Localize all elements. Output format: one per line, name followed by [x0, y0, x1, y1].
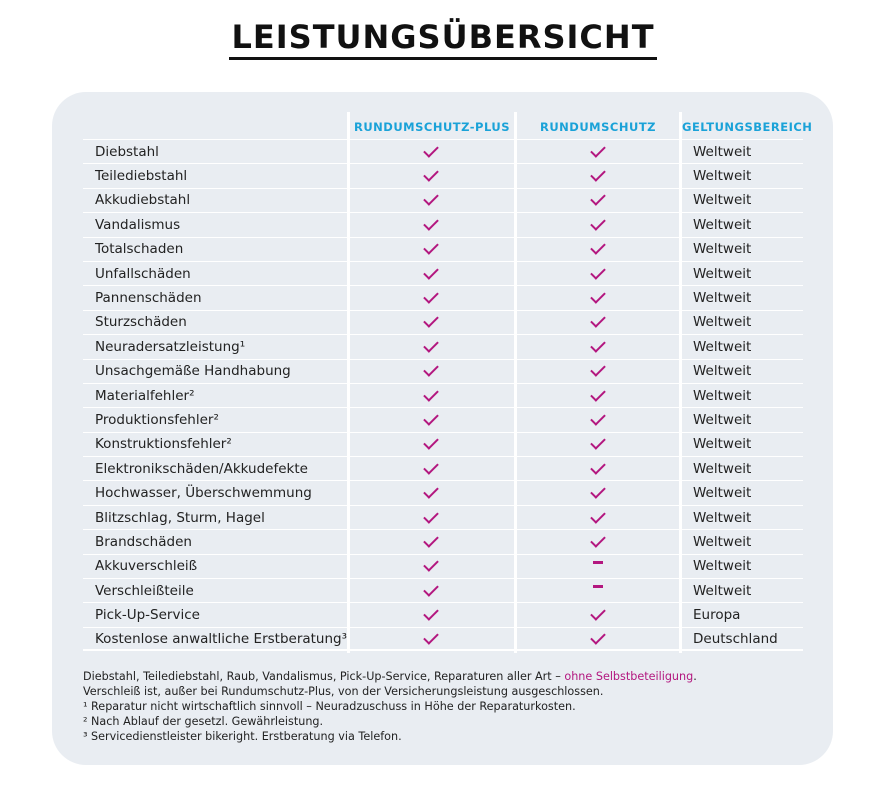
table-row — [83, 212, 803, 236]
cell-standard — [515, 481, 681, 504]
row-label: Diebstahl — [95, 143, 159, 160]
page-title-wrap — [0, 18, 886, 60]
checkmark-icon — [590, 435, 606, 451]
checkmark-icon — [590, 605, 606, 621]
table-row — [83, 237, 803, 261]
footnotes — [83, 669, 803, 744]
row-label: Hochwasser, Überschwemmung — [95, 485, 312, 502]
row-area: Weltweit — [693, 387, 752, 404]
table-row — [83, 285, 803, 309]
checkmark-icon — [423, 386, 439, 402]
cell-standard — [515, 555, 681, 578]
cell-standard — [515, 628, 681, 649]
cell-standard — [515, 238, 681, 261]
row-area: Weltweit — [693, 192, 752, 209]
checkmark-icon — [423, 483, 439, 499]
checkmark-icon — [423, 239, 439, 255]
row-area: Weltweit — [693, 363, 752, 380]
cell-standard — [515, 384, 681, 407]
row-label: Pick-Up-Service — [95, 607, 200, 624]
row-label: Blitzschlag, Sturm, Hagel — [95, 509, 265, 526]
checkmark-icon — [423, 337, 439, 353]
page-title: LEISTUNGSÜBERSICHT — [229, 18, 656, 60]
dash-icon — [593, 561, 603, 564]
cell-standard — [515, 506, 681, 529]
row-area: Weltweit — [693, 582, 752, 599]
cell-standard — [515, 262, 681, 285]
row-label: Unfallschäden — [95, 265, 191, 282]
row-label: Sturzschäden — [95, 314, 187, 331]
row-label: Elektronikschäden/Akkudefekte — [95, 460, 308, 477]
checkmark-icon — [423, 264, 439, 280]
cell-plus — [347, 628, 515, 649]
cell-standard — [515, 335, 681, 358]
table-row — [83, 261, 803, 285]
checkmark-icon — [590, 191, 606, 207]
cell-standard — [515, 189, 681, 212]
cell-standard — [515, 603, 681, 626]
table-row — [83, 554, 803, 578]
cell-plus — [347, 360, 515, 383]
checkmark-icon — [423, 166, 439, 182]
cell-plus — [347, 579, 515, 602]
checkmark-icon — [423, 605, 439, 621]
table-row — [83, 480, 803, 504]
row-label: Konstruktionsfehler² — [95, 436, 232, 453]
row-label: Akkuverschleiß — [95, 558, 198, 575]
cell-plus — [347, 384, 515, 407]
cell-plus — [347, 481, 515, 504]
cell-plus — [347, 262, 515, 285]
checkmark-icon — [590, 166, 606, 182]
checkmark-icon — [423, 191, 439, 207]
table-row — [83, 529, 803, 553]
cell-standard — [515, 213, 681, 236]
checkmark-icon — [590, 532, 606, 548]
row-area: Weltweit — [693, 143, 752, 160]
column-header-plus: RUNDUMSCHUTZ-PLUS — [353, 120, 511, 134]
checkmark-icon — [590, 239, 606, 255]
row-area: Weltweit — [693, 265, 752, 282]
checkmark-icon — [590, 508, 606, 524]
column-header-standard: RUNDUMSCHUTZ — [539, 120, 656, 134]
row-area: Weltweit — [693, 290, 752, 307]
row-label: Kostenlose anwaltliche Erstberatung³ — [95, 630, 348, 647]
row-area: Weltweit — [693, 485, 752, 502]
cell-plus — [347, 213, 515, 236]
cell-plus — [347, 433, 515, 456]
row-label: Totalschaden — [95, 241, 184, 258]
row-label: Neuradersatzleistung¹ — [95, 338, 246, 355]
cell-plus — [347, 164, 515, 187]
row-label: Brandschäden — [95, 533, 192, 550]
row-label: Akkudiebstahl — [95, 192, 191, 209]
row-label: Unsachgemäße Handhabung — [95, 363, 291, 380]
cell-standard — [515, 286, 681, 309]
footnote-line-1 — [83, 669, 803, 684]
table-row — [83, 407, 803, 431]
row-label: Vandalismus — [95, 216, 181, 233]
table-row — [83, 432, 803, 456]
table-row — [83, 359, 803, 383]
checkmark-icon — [423, 459, 439, 475]
footnote-text: Diebstahl, Teilediebstahl, Raub, Vandalismus, Pick-Up-Service, Reparaturen aller Art – — [83, 670, 565, 683]
footnote-line-3: ¹ Reparatur nicht wirtschaftlich sinnvoll – Neuradzuschuss in Höhe der Reparaturkosten. — [83, 700, 576, 713]
row-area: Deutschland — [693, 630, 778, 647]
table-row — [83, 163, 803, 187]
table-row — [83, 602, 803, 626]
table-row — [83, 139, 803, 163]
checkmark-icon — [590, 313, 606, 329]
row-area: Weltweit — [693, 558, 752, 575]
checkmark-icon — [590, 361, 606, 377]
footnote-line-4: ² Nach Ablauf der gesetzl. Gewährleistung. — [83, 715, 324, 728]
checkmark-icon — [590, 264, 606, 280]
cell-plus — [347, 140, 515, 163]
cell-standard — [515, 408, 681, 431]
table-row — [83, 188, 803, 212]
row-area: Weltweit — [693, 509, 752, 526]
footnote-end: . — [693, 670, 697, 683]
cell-standard — [515, 433, 681, 456]
checkmark-icon — [423, 313, 439, 329]
checkmark-icon — [423, 410, 439, 426]
table-row — [83, 578, 803, 602]
checkmark-icon — [423, 288, 439, 304]
checkmark-icon — [590, 410, 606, 426]
checkmark-icon — [590, 215, 606, 231]
checkmark-icon — [590, 629, 606, 645]
checkmark-icon — [423, 435, 439, 451]
row-area: Europa — [693, 607, 741, 624]
row-label: Pannenschäden — [95, 290, 202, 307]
table-row — [83, 310, 803, 334]
row-label: Produktionsfehler² — [95, 411, 219, 428]
cell-plus — [347, 335, 515, 358]
checkmark-icon — [590, 386, 606, 402]
table-row — [83, 627, 803, 651]
cell-standard — [515, 457, 681, 480]
row-area: Weltweit — [693, 436, 752, 453]
checkmark-icon — [423, 508, 439, 524]
table-row — [83, 456, 803, 480]
checkmark-icon — [590, 142, 606, 158]
table-row — [83, 505, 803, 529]
checkmark-icon — [423, 557, 439, 573]
row-area: Weltweit — [693, 338, 752, 355]
table-row — [83, 383, 803, 407]
row-label: Verschleißteile — [95, 582, 194, 599]
checkmark-icon — [590, 288, 606, 304]
cell-standard — [515, 140, 681, 163]
row-area: Weltweit — [693, 241, 752, 258]
cell-plus — [347, 506, 515, 529]
coverage-table — [83, 139, 803, 651]
row-area: Weltweit — [693, 314, 752, 331]
cell-standard — [515, 164, 681, 187]
row-area: Weltweit — [693, 168, 752, 185]
row-area: Weltweit — [693, 460, 752, 477]
checkmark-icon — [423, 629, 439, 645]
cell-plus — [347, 603, 515, 626]
checkmark-icon — [423, 215, 439, 231]
cell-plus — [347, 408, 515, 431]
checkmark-icon — [423, 361, 439, 377]
row-area: Weltweit — [693, 533, 752, 550]
row-label: Materialfehler² — [95, 387, 195, 404]
table-row — [83, 334, 803, 358]
cell-plus — [347, 530, 515, 553]
footnote-highlight: ohne Selbstbeteiligung — [564, 670, 694, 683]
cell-standard — [515, 530, 681, 553]
footnote-line-2: Verschleiß ist, außer bei Rundumschutz-Plus, von der Versicherungsleistung ausgeschlossen. — [83, 685, 604, 698]
checkmark-icon — [590, 337, 606, 353]
cell-standard — [515, 311, 681, 334]
checkmark-icon — [590, 483, 606, 499]
cell-plus — [347, 286, 515, 309]
cell-plus — [347, 189, 515, 212]
cell-standard — [515, 579, 681, 602]
cell-plus — [347, 238, 515, 261]
row-label: Teilediebstahl — [95, 168, 188, 185]
cell-plus — [347, 311, 515, 334]
row-area: Weltweit — [693, 216, 752, 233]
footnote-line-5: ³ Servicedienstleister bikeright. Erstberatung via Telefon. — [83, 730, 402, 743]
checkmark-icon — [423, 142, 439, 158]
cell-plus — [347, 457, 515, 480]
cell-plus — [347, 555, 515, 578]
column-header-area: GELTUNGSBEREICH — [682, 120, 813, 134]
checkmark-icon — [590, 459, 606, 475]
row-area: Weltweit — [693, 411, 752, 428]
checkmark-icon — [423, 532, 439, 548]
dash-icon — [593, 585, 603, 588]
checkmark-icon — [423, 581, 439, 597]
cell-standard — [515, 360, 681, 383]
